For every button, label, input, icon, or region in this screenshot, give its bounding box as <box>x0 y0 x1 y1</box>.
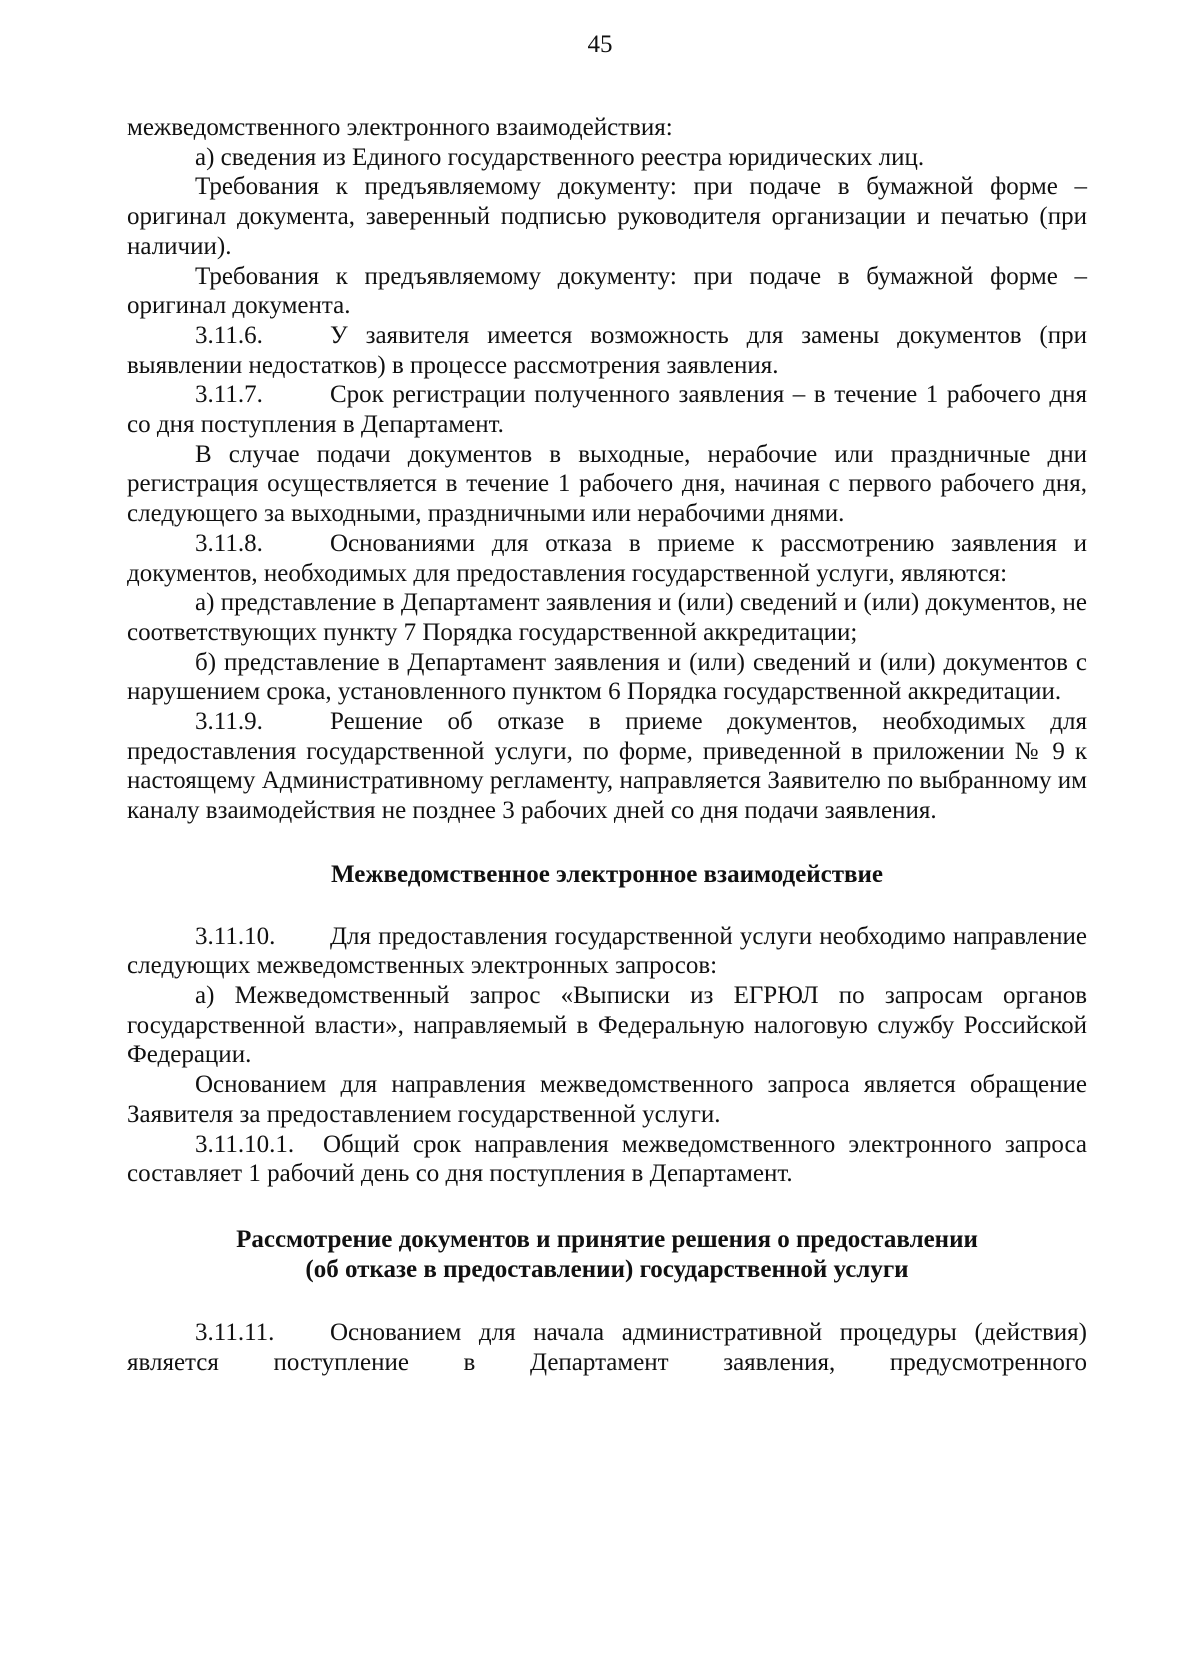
clause-number: 3.11.7. <box>195 381 263 409</box>
clause-text: У заявителя имеется возможность для замены документов (при выявлении недостатков) в процессе рассмотрения заявления. <box>127 321 1087 379</box>
page-number: 45 <box>587 31 613 58</box>
clause-3-11-10 <box>127 922 1087 981</box>
clause-3-11-6 <box>127 321 1087 380</box>
clause-text: Срок регистрации полученного заявления – в течение 1 рабочего дня со дня поступления в Департамент. <box>127 381 1087 439</box>
clause-number: 3.11.8. <box>195 529 263 557</box>
paragraph-basis: Основанием для направления межведомственного запроса является обращение Заявителя за предоставлением государственной услуги. <box>127 1071 1087 1128</box>
clause-3-11-8 <box>127 529 1087 588</box>
clause-3-11-9 <box>127 707 1087 826</box>
clause-3-11-10-1 <box>127 1130 1087 1189</box>
clause-number: 3.11.10.1. <box>195 1130 295 1158</box>
section-heading-line: (об отказе в предоставлении) государственной услуги <box>305 1255 909 1283</box>
paragraph-requirements-2: Требования к предъявляемому документу: при подаче в бумажной форме – оригинал документа. <box>127 262 1087 320</box>
clause-number: 3.11.9. <box>195 708 263 736</box>
clause-text: Общий срок направления межведомственного электронного запроса составляет 1 рабочий день со дня поступления в Департамент. <box>127 1130 1087 1188</box>
clause-number: 3.11.11. <box>195 1319 275 1347</box>
clause-3-11-7 <box>127 380 1087 439</box>
list-item-a: а) представление в Департамент заявления и (или) сведений и (или) документов, не соответствующих пункту 7 Порядка государственной аккредитации; <box>127 589 1087 646</box>
section-heading-line: Рассмотрение документов и принятие решения о предоставлении <box>236 1225 978 1253</box>
paragraph-weekends: В случае подачи документов в выходные, нерабочие или праздничные дни регистрация осуществляется в течение 1 рабочего дня, начиная с первого рабочего дня, следующего за выходными, праздничными или нерабочими днями. <box>127 440 1087 528</box>
clause-text: Основаниями для отказа в приеме к рассмотрению заявления и документов, необходимых для предоставления государственной услуги, являются: <box>127 529 1087 587</box>
list-item-a: а) Межведомственный запрос «Выписки из ЕГРЮЛ по запросам органов государственной власти», направляемый в Федеральную налоговую службу Российской Федерации. <box>127 981 1087 1069</box>
clause-number: 3.11.6. <box>195 321 263 349</box>
section-heading <box>127 1225 1087 1284</box>
list-item-b: б) представление в Департамент заявления и (или) сведений и (или) документов с нарушением срока, установленного пунктом 6 Порядка государственной аккредитации. <box>127 648 1087 706</box>
section-heading: Межведомственное электронное взаимодействие <box>330 860 884 888</box>
clause-text: Основанием для начала административной процедуры (действия) является поступление в Департамент заявления, предусмотренного <box>127 1319 1087 1377</box>
clause-3-11-11 <box>127 1318 1087 1377</box>
clause-number: 3.11.10. <box>195 922 276 950</box>
clause-text: Решение об отказе в приеме документов, необходимых для предоставления государственной услуги, по форме, приведенной в приложении № 9 к настоящему Административному регламенту, направляется Заявителю по выбранному им каналу взаимодействия не позднее 3 рабочих дней со дня подачи заявления. <box>127 708 1087 825</box>
paragraph-requirements-1: Требования к предъявляемому документу: при подаче в бумажной форме – оригинал документа, заверенный подписью руководителя организации и печатью (при наличии). <box>127 173 1087 260</box>
paragraph-continuation: межведомственного электронного взаимодействия: <box>127 114 673 141</box>
clause-text: Для предоставления государственной услуги необходимо направление следующих межведомственных электронных запросов: <box>127 922 1087 980</box>
document-body <box>127 113 1087 1378</box>
list-item-a: а) сведения из Единого государственного реестра юридических лиц. <box>195 143 925 171</box>
